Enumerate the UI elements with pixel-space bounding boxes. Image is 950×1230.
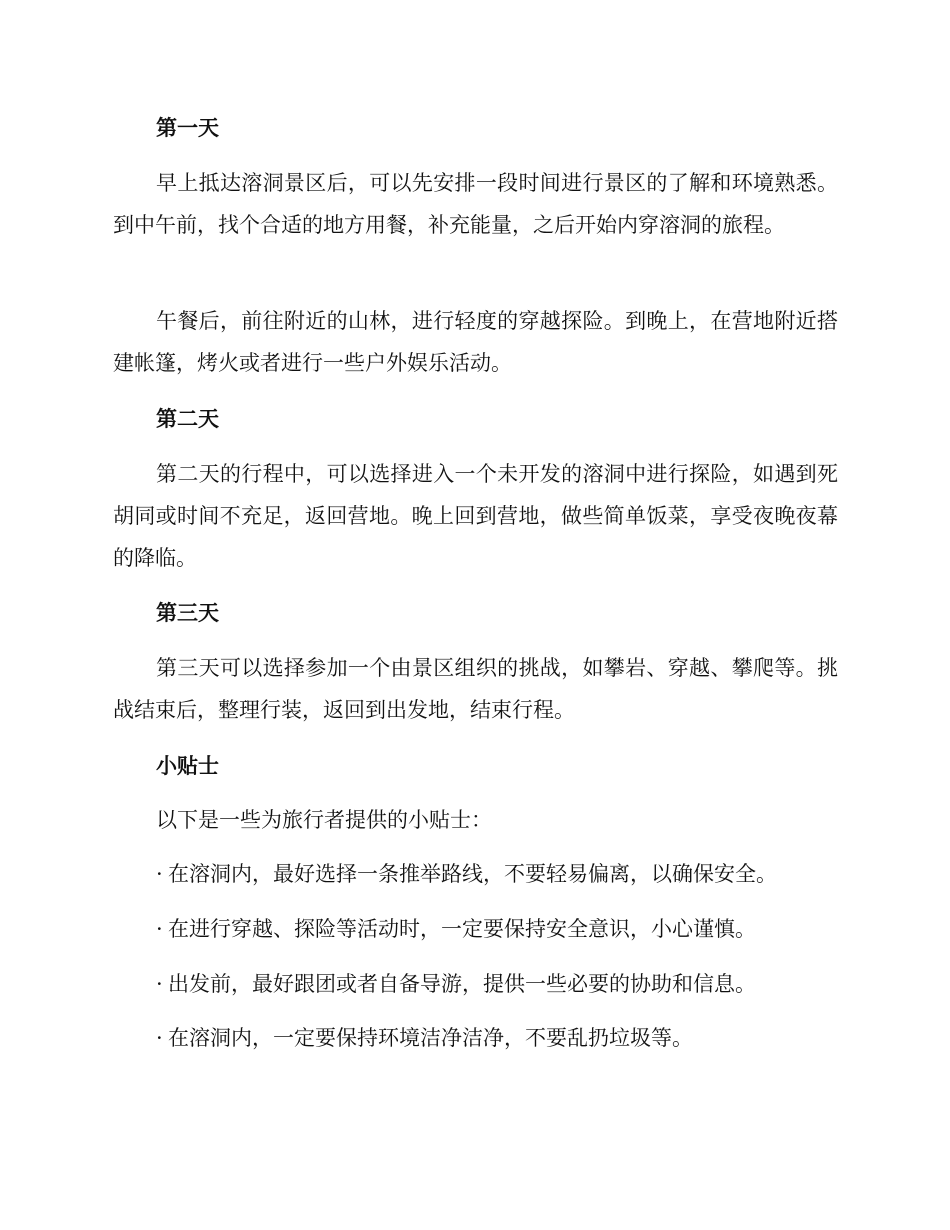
day-one-paragraph-2: 午餐后，前往附近的山林，进行轻度的穿越探险。到晚上，在营地附近搭建帐篷，烤火或者进行一些户外娱乐活动。 xyxy=(113,309,838,375)
day-two-heading: 第二天 xyxy=(156,407,219,431)
day-three-heading: 第三天 xyxy=(156,601,219,625)
tips-heading: 小贴士 xyxy=(156,754,219,778)
bullet-dot-icon: · xyxy=(156,862,163,886)
tips-intro: 以下是一些为旅行者提供的小贴士： xyxy=(156,808,492,832)
day-one-paragraph-1: 早上抵达溶洞景区后，可以先安排一段时间进行景区的了解和环境熟悉。到中午前，找个合适的地方用餐，补充能量，之后开始内穿溶洞的旅程。 xyxy=(113,171,838,237)
day-two-paragraph: 第二天的行程中，可以选择进入一个未开发的溶洞中进行探险，如遇到死胡同或时间不充足，返回营地。晚上回到营地，做些简单饭菜，享受夜晚夜幕的降临。 xyxy=(113,462,838,570)
bullet-dot-icon: · xyxy=(156,917,163,941)
bullet-dot-icon: · xyxy=(156,1026,163,1050)
tip-item xyxy=(156,859,777,889)
day-one-heading: 第一天 xyxy=(156,116,219,140)
bullet-dot-icon: · xyxy=(156,972,163,996)
tip-text: 在溶洞内，最好选择一条推举路线，不要轻易偏离，以确保安全。 xyxy=(168,862,777,886)
tip-item xyxy=(156,1023,693,1053)
tip-text: 出发前，最好跟团或者自备导游，提供一些必要的协助和信息。 xyxy=(168,972,756,996)
tip-text: 在进行穿越、探险等活动时，一定要保持安全意识，小心谨慎。 xyxy=(168,917,756,941)
tip-item xyxy=(156,969,756,999)
tip-text: 在溶洞内，一定要保持环境洁净洁净，不要乱扔垃圾等。 xyxy=(168,1026,693,1050)
tip-item xyxy=(156,914,756,944)
day-three-paragraph: 第三天可以选择参加一个由景区组织的挑战，如攀岩、穿越、攀爬等。挑战结束后，整理行装，返回到出发地，结束行程。 xyxy=(113,656,838,722)
